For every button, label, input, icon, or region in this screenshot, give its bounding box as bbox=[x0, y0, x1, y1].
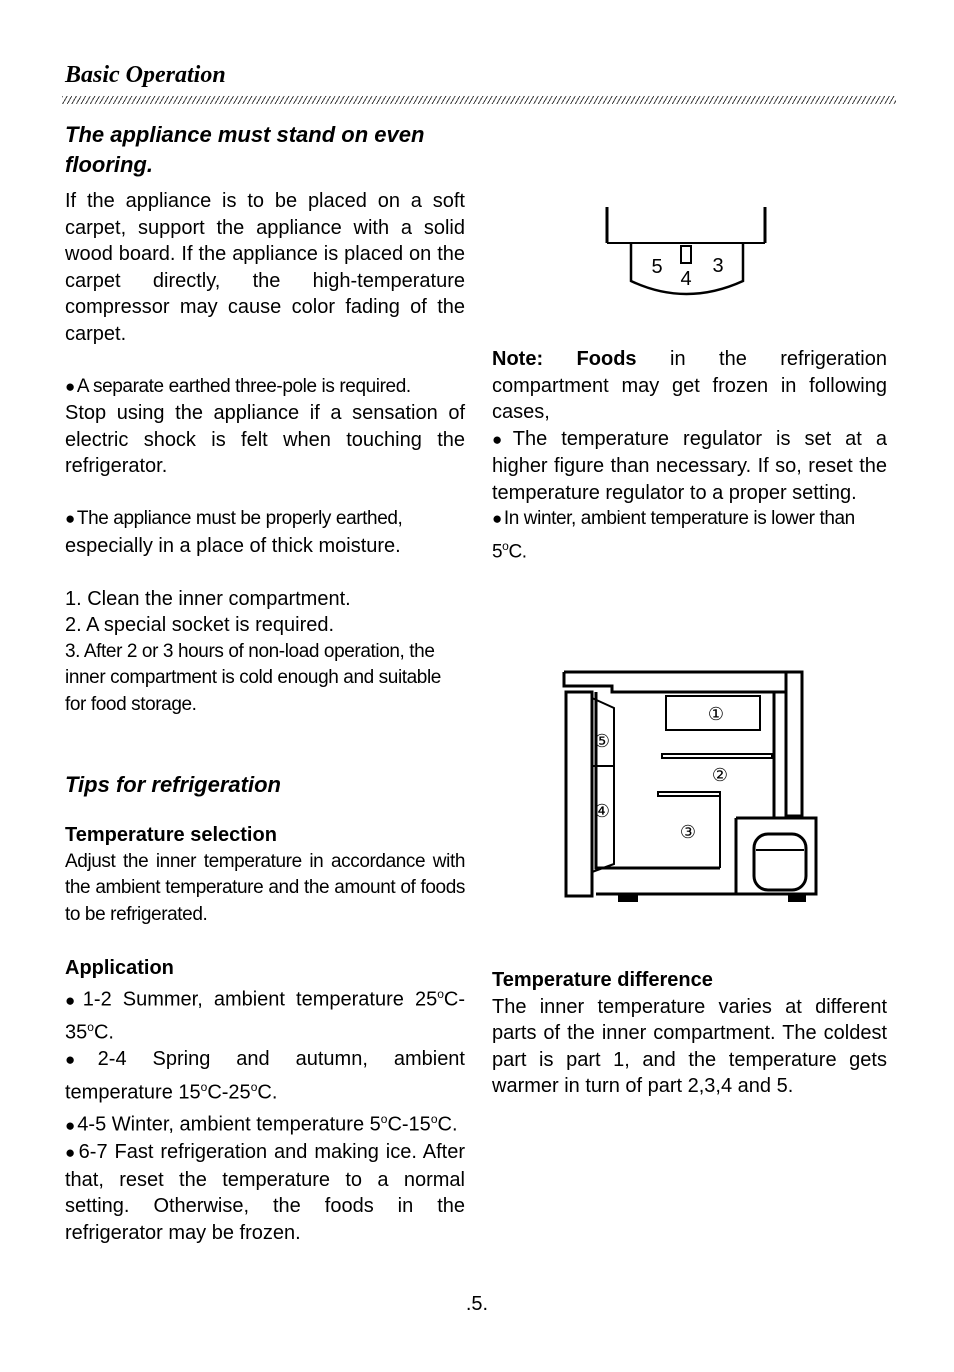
dial-label-3: 3 bbox=[712, 255, 724, 277]
note-paragraph: Note: Foods in the refrigeration compartment may get frozen in following cases, bbox=[492, 348, 887, 423]
header-divider bbox=[62, 96, 896, 104]
dial-label-4: 4 bbox=[680, 268, 692, 290]
bullet-properly-earthed: ● The appliance must be properly earthed, bbox=[65, 506, 465, 533]
note-bullet-regulator: ● The temperature regulator is set at a higher figure than necessary. If so, reset the temperature regulator to a proper setting. bbox=[492, 426, 887, 507]
part-4-label: ④ bbox=[593, 801, 611, 821]
dial-label-5: 5 bbox=[651, 256, 663, 278]
part-5-label: ⑤ bbox=[593, 731, 611, 751]
fridge-foot-back bbox=[788, 894, 806, 902]
fridge-door[interactable] bbox=[566, 692, 592, 896]
page-number: .5. bbox=[465, 1293, 489, 1315]
step-item: 3. After 2 or 3 hours of non-load operation, the inner compartment is cold enough and suitable for food storage. bbox=[65, 640, 441, 715]
dial-pointer bbox=[681, 246, 691, 263]
step-item: 1. Clean the inner compartment. bbox=[65, 587, 351, 610]
part-2-label: ② bbox=[711, 765, 729, 785]
application-item: ● 2-4 Spring and autumn, ambient temperature 15$^o$C-25$^o$C. bbox=[65, 1046, 465, 1106]
step-item: 2. A special socket is required. bbox=[65, 614, 335, 636]
shelf-upper bbox=[662, 754, 772, 758]
left-column bbox=[65, 120, 465, 1246]
compressor bbox=[754, 834, 806, 890]
part-3-label: ③ bbox=[679, 822, 697, 842]
note-bullet-winter: ● In winter, ambient temperature is lower than 5$^o$C. bbox=[492, 506, 887, 565]
temperature-selection-title: Temperature selection bbox=[65, 824, 277, 846]
bullet-earthed-three-pole: ● A separate earthed three-pole is required. bbox=[65, 374, 465, 401]
temperature-difference-text: The inner temperature varies at different parts of the inner compartment. The coldest part is part 1, and the temperature gets warmer in turn of part 2,3,4 and 5. bbox=[492, 995, 887, 1097]
fridge-foot-front bbox=[618, 894, 638, 902]
page-header-title: Basic Operation bbox=[65, 62, 226, 88]
note-section bbox=[492, 346, 887, 565]
heading-even-flooring: The appliance must stand on even flooring. bbox=[65, 122, 425, 177]
temperature-dial-diagram bbox=[600, 203, 772, 299]
electric-shock-paragraph: Stop using the appliance if a sensation of electric shock is felt when touching the refrigerator. bbox=[65, 402, 465, 477]
part-1-label: ① bbox=[707, 704, 725, 724]
temperature-difference-title: Temperature difference bbox=[492, 969, 713, 991]
fridge-top-inner bbox=[564, 672, 786, 692]
application-title: Application bbox=[65, 956, 174, 979]
fridge-back-wall bbox=[786, 672, 802, 816]
fridge-compartment-diagram bbox=[560, 668, 822, 906]
carpet-paragraph: If the appliance is to be placed on a soft carpet, support the appliance with a solid wood board. If the appliance is placed on the carpet directly, the high-temperature compressor may cause color fading of the carpet. bbox=[65, 190, 465, 345]
temperature-selection-text: Adjust the inner temperature in accordance with the ambient temperature and the amount of foods to be refrigerated. bbox=[65, 850, 465, 925]
thick-moisture-text: especially in a place of thick moisture. bbox=[65, 534, 401, 557]
application-item: ● 1-2 Summer, ambient temperature 25$^o$C-35$^o$C. bbox=[65, 981, 465, 1046]
shelf-lower bbox=[658, 792, 720, 796]
temperature-difference-section bbox=[492, 967, 887, 1100]
application-item: ● 4-5 Winter, ambient temperature 5$^o$C-15$^o$C. bbox=[65, 1106, 465, 1139]
heading-tips-refrigeration: Tips for refrigeration bbox=[65, 772, 281, 797]
application-item: ● 6-7 Fast refrigeration and making ice. After that, reset the temperature to a normal setting. Otherwise, the foods in the refrigerator may be frozen. bbox=[65, 1139, 465, 1246]
